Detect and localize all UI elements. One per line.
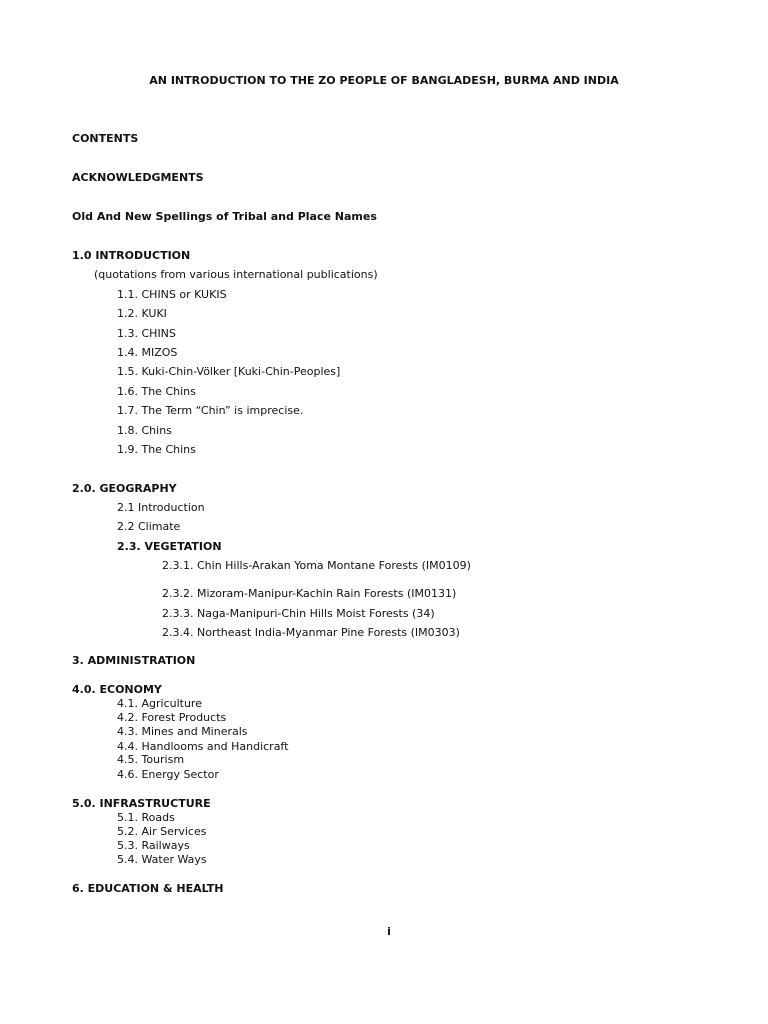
toc-item: 1.3. CHINS (117, 327, 176, 340)
document-title: AN INTRODUCTION TO THE ZO PEOPLE OF BANGLADESH, BURMA AND INDIA (149, 74, 619, 87)
toc-item: 1.2. KUKI (117, 307, 167, 320)
toc-item: 5.1. Roads (117, 811, 175, 824)
toc-introduction-note: (quotations from various international publications) (94, 268, 378, 281)
toc-subitem: 2.3.3. Naga-Manipuri-Chin Hills Moist Forests (34) (162, 607, 435, 620)
toc-subitem: 2.3.1. Chin Hills-Arakan Yoma Montane Forests (IM0109) (162, 559, 471, 572)
toc-item: 5.2. Air Services (117, 825, 207, 838)
toc-item: 5.4. Water Ways (117, 853, 207, 866)
toc-section-education-health: 6. EDUCATION & HEALTH (72, 882, 224, 895)
toc-item: 4.3. Mines and Minerals (117, 725, 248, 738)
toc-item: 4.1. Agriculture (117, 697, 202, 710)
toc-item: 1.9. The Chins (117, 443, 196, 456)
toc-item: 2.1 Introduction (117, 501, 205, 514)
toc-item: 4.4. Handlooms and Handicraft (117, 740, 289, 753)
toc-item: 1.6. The Chins (117, 385, 196, 398)
toc-item: 4.6. Energy Sector (117, 768, 219, 781)
toc-section-introduction: 1.0 INTRODUCTION (72, 249, 191, 262)
toc-item: 1.4. MIZOS (117, 346, 178, 359)
toc-spellings: Old And New Spellings of Tribal and Place Names (72, 210, 377, 223)
toc-item: 2.2 Climate (117, 520, 181, 533)
toc-contents-heading: CONTENTS (72, 132, 139, 145)
toc-item: 1.5. Kuki-Chin-Völker [Kuki-Chin-Peoples] (117, 365, 341, 378)
toc-section-economy: 4.0. ECONOMY (72, 683, 162, 696)
toc-item: 1.8. Chins (117, 424, 172, 437)
toc-item: 1.7. The Term “Chin” is imprecise. (117, 404, 304, 417)
page-number: i (387, 925, 391, 938)
toc-item: 4.2. Forest Products (117, 711, 227, 724)
toc-item: 1.1. CHINS or KUKIS (117, 288, 227, 301)
toc-acknowledgments: ACKNOWLEDGMENTS (72, 171, 204, 184)
toc-subitem: 2.3.4. Northeast India-Myanmar Pine Forests (IM0303) (162, 626, 460, 639)
toc-subitem: 2.3.2. Mizoram-Manipur-Kachin Rain Forests (IM0131) (162, 587, 457, 600)
toc-item: 4.5. Tourism (117, 753, 185, 766)
toc-section-administration: 3. ADMINISTRATION (72, 654, 196, 667)
toc-section-geography: 2.0. GEOGRAPHY (72, 482, 177, 495)
toc-section-infrastructure: 5.0. INFRASTRUCTURE (72, 797, 211, 810)
toc-item: 5.3. Railways (117, 839, 190, 852)
toc-vegetation-heading: 2.3. VEGETATION (117, 540, 222, 553)
